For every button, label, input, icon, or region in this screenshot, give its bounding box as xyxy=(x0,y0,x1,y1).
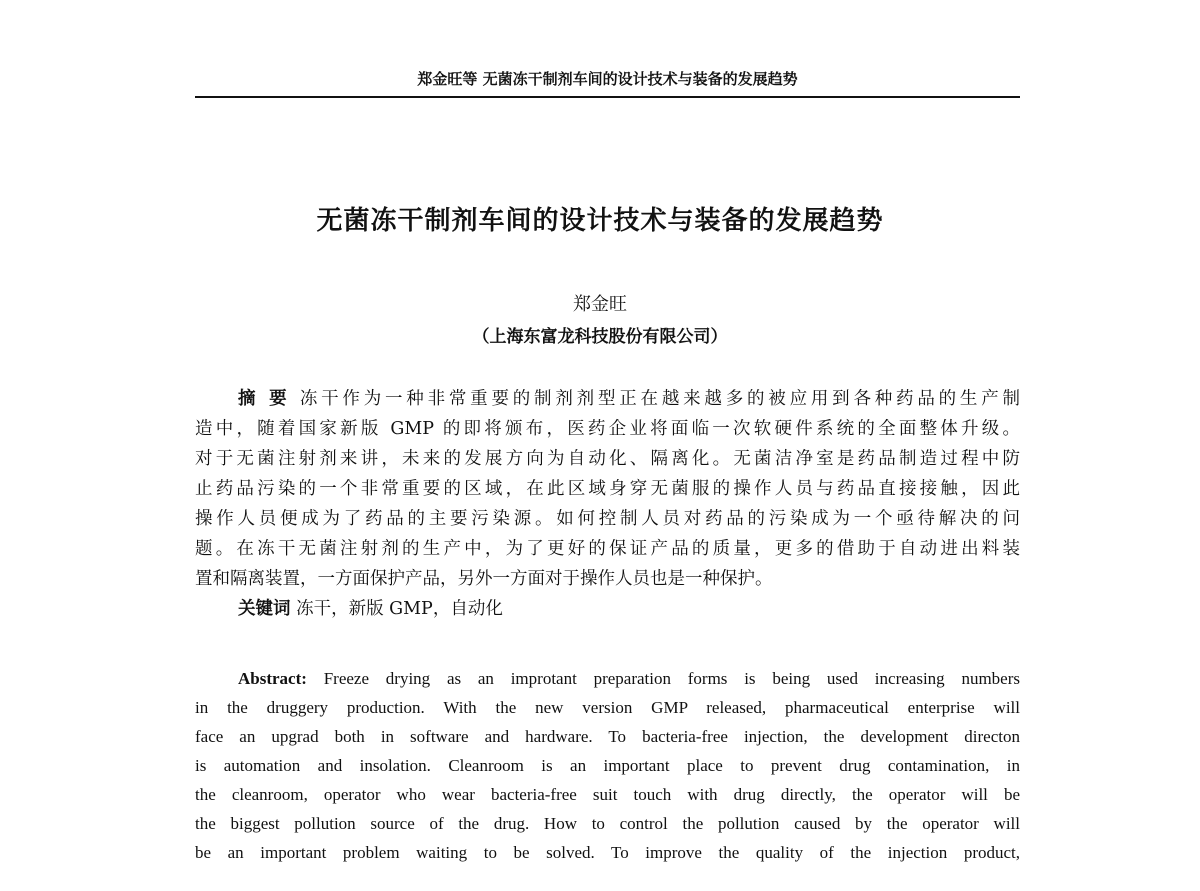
paper-title: 无菌冻干制剂车间的设计技术与装备的发展趋势 xyxy=(316,206,884,236)
abstract-en-line: Abstract: Freeze drying as an improtant preparation forms is being used increasing numbers xyxy=(238,669,1020,688)
abstract-en-line: in the druggery production. With the new version GMP released, pharmaceutical enterprise will xyxy=(195,698,1020,717)
abstract-chinese xyxy=(195,384,1020,624)
abstract-en-line: face an upgrad both in software and hardware. To bacteria-free injection, the development directon xyxy=(195,727,1020,746)
abstract-zh-line: 对于无菌注射剂来讲，未来的发展方向为自动化、隔离化。无菌洁净室是药品制造过程中防 xyxy=(195,449,1020,469)
abstract-en-line: the cleanroom, operator who wear bacteria-free suit touch with drug directly, the operator will be xyxy=(195,785,1020,804)
abstract-en-line: be an important problem waiting to be solved. To improve the quality of the injection product, xyxy=(195,843,1020,862)
abstract-en-label: Abstract: xyxy=(238,669,307,688)
author: 郑金旺 xyxy=(573,294,627,315)
keywords: 冻干，新版 GMP，自动化 xyxy=(296,599,503,619)
abstract-zh-line: 题。在冻干无菌注射剂的生产中，为了更好的保证产品的质量，更多的借助于自动进出料装 xyxy=(195,539,1020,559)
abstract-zh-line: 摘 要 冻干作为一种非常重要的制剂剂型正在越来越多的被应用到各种药品的生产制 xyxy=(238,389,1020,409)
keywords-label: 关键词 xyxy=(238,599,291,619)
running-header: 郑金旺等 无菌冻干制剂车间的设计技术与装备的发展趋势 xyxy=(417,70,798,88)
affiliation: （上海东富龙科技股份有限公司） xyxy=(472,327,728,347)
abstract-zh-line: 止药品污染的一个非常重要的区域，在此区域身穿无菌服的操作人员与药品直接接触，因此 xyxy=(195,479,1020,499)
abstract-zh-label: 摘 要 xyxy=(238,389,291,409)
abstract-en-line: is automation and insolation. Cleanroom is an important place to prevent drug contamination, in xyxy=(195,756,1020,775)
header-rule xyxy=(195,96,1020,98)
abstract-english xyxy=(195,664,1020,867)
abstract-zh-line: 置和隔离装置，一方面保护产品，另外一方面对于操作人员也是一种保护。 xyxy=(195,569,773,589)
abstract-zh-line: 操作人员便成为了药品的主要污染源。如何控制人员对药品的污染成为一个亟待解决的问 xyxy=(195,509,1020,529)
abstract-zh-line: 造中，随着国家新版 GMP 的即将颁布，医药企业将面临一次软硬件系统的全面整体升级。 xyxy=(195,419,1020,439)
keywords-line xyxy=(195,594,1020,624)
abstract-en-line: the biggest pollution source of the drug. How to control the pollution caused by the operator will xyxy=(195,814,1020,833)
